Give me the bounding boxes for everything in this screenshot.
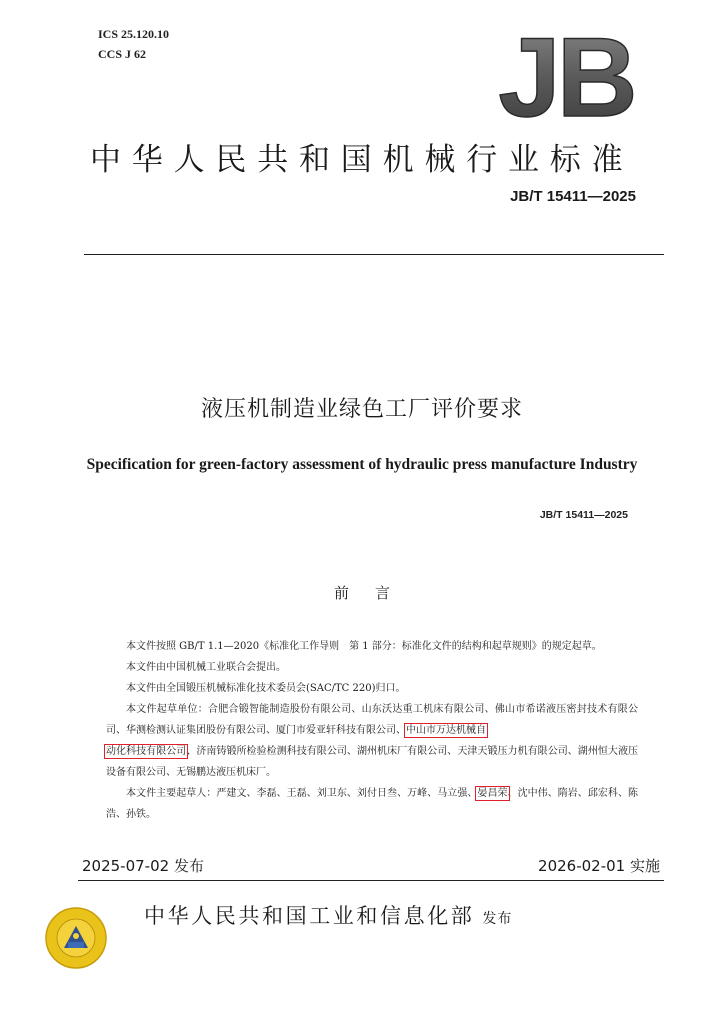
- title-standard-code: JB/T 15411—2025: [539, 509, 628, 521]
- publish-date: 2025-07-02 发布: [82, 857, 204, 875]
- title-chinese: 液压机制造业绿色工厂评价要求: [200, 397, 523, 422]
- header-divider: [84, 254, 664, 255]
- issuer-name: 中华人民共和国工业和信息化部: [144, 904, 475, 928]
- organization-title: 中华人民共和国机械行业标准: [90, 142, 634, 178]
- effective-date: 2026-02-01 实施: [538, 857, 660, 875]
- ccs-code: CCS J 62: [98, 47, 147, 61]
- title-english: Specification for green-factory assessment of hydraulic press manufacture Industry: [86, 456, 638, 473]
- highlighted-company-cont: 动化科技有限公司: [106, 746, 187, 757]
- drafting-units-text-cont: 、济南铸锻所检验检测科技有限公司、湖州机床厂有限公司、天津天锻压力机有限公司、湖州恒大液压设备有限公司、无锡鹏达液压机床厂。: [106, 746, 639, 778]
- drafters-text: 本文件主要起草人：严建文、李磊、王磊、刘卫东、刘付日叁、万峰、马立强、: [126, 788, 478, 799]
- drafting-units-paragraph: [106, 699, 638, 783]
- issuer-suffix: 发布: [482, 911, 513, 927]
- classification-codes: [98, 24, 169, 64]
- drafters-paragraph: [106, 783, 638, 825]
- foreword-paragraph: 本文件由中国机械工业联合会提出。: [126, 662, 286, 673]
- highlighted-company: 中山市万达机械自: [406, 725, 486, 736]
- ics-code: ICS 25.120.10: [98, 27, 170, 41]
- logo-text: JB: [498, 28, 634, 126]
- standard-code: JB/T 15411—2025: [510, 188, 636, 205]
- foreword-heading: 前言: [333, 584, 416, 602]
- issuing-authority: [144, 900, 512, 930]
- foreword-body: [106, 636, 638, 825]
- drafters-text-cont: 、沈中伟、隋岩、邱宏科、陈浩、孙铁。: [106, 788, 639, 820]
- foreword-paragraph: 本文件由全国锻压机械标准化技术委员会(SAC/TC 220)归口。: [126, 683, 406, 694]
- foreword-paragraph: 本文件按照 GB/T 1.1—2020《标准化工作导则 第 1 部分：标准化文件的结构和起草规则》的规定起草。: [126, 641, 602, 652]
- jb-logo: [496, 28, 636, 126]
- ministry-seal-icon: [44, 906, 108, 970]
- highlighted-drafter: 晏昌荣: [477, 788, 508, 799]
- drafting-units-text: 本文件起草单位：合肥合锻智能制造股份有限公司、山东沃达重工机床有限公司、佛山市希诺液压密封技术有限公司、华测检测认证集团股份有限公司、厦门市爱亚轩科技有限公司、: [106, 704, 638, 736]
- footer-divider: [78, 880, 664, 881]
